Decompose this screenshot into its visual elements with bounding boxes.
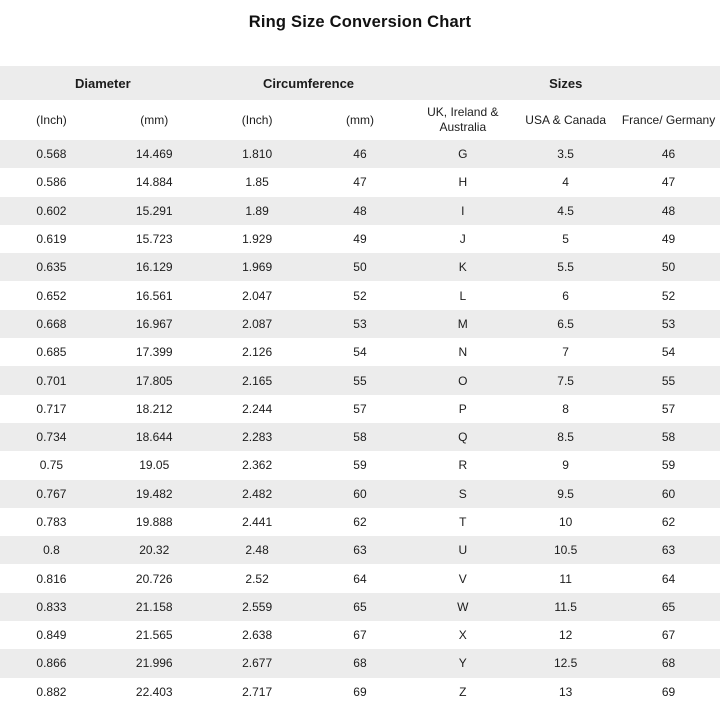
cell: 54	[661, 345, 676, 360]
cell: Q	[458, 430, 468, 445]
cell: 2.087	[242, 316, 273, 331]
cell: 62	[661, 515, 676, 529]
cell: Z	[459, 684, 467, 699]
cell: M	[457, 316, 468, 331]
group-header-row	[0, 66, 720, 100]
cell: 0.882	[36, 684, 67, 699]
table-row	[0, 310, 720, 338]
cell: 55	[353, 373, 367, 388]
cell: 10	[558, 515, 573, 529]
cell: 63	[661, 543, 676, 558]
group-header-sizes: Sizes	[411, 66, 720, 100]
cell: 8	[562, 401, 569, 416]
cell: 17.805	[135, 373, 173, 388]
cell: 16.129	[135, 260, 173, 275]
cell: 2.047	[242, 288, 273, 303]
cell: 19.888	[135, 515, 173, 529]
cell: 64	[353, 571, 367, 586]
cell: 0.586	[36, 175, 67, 190]
cell: 67	[353, 628, 367, 643]
cell: 54	[353, 345, 367, 360]
cell: 9.5	[557, 486, 574, 501]
cell: 48	[353, 203, 367, 218]
cell: Y	[458, 656, 467, 671]
cell: 0.783	[36, 515, 67, 529]
cell: P	[458, 401, 467, 416]
cell: 11	[559, 571, 572, 586]
table-row	[0, 366, 720, 394]
cell: 12	[558, 628, 573, 643]
page-title: Ring Size Conversion Chart	[248, 13, 472, 31]
cell: 0.75	[39, 458, 64, 473]
cell: 69	[353, 684, 367, 699]
cell: 7.5	[557, 373, 574, 388]
cell: U	[458, 543, 468, 558]
cell: 18.644	[135, 430, 173, 445]
cell: 2.362	[242, 458, 273, 473]
cell: 55	[661, 373, 676, 388]
cell: 0.833	[36, 599, 67, 614]
cell: 59	[661, 458, 676, 473]
cell: 0.568	[36, 147, 67, 162]
table-header	[0, 66, 720, 140]
table-row	[0, 678, 720, 706]
cell: 68	[353, 656, 367, 671]
cell: 14.884	[135, 175, 173, 190]
cell: I	[461, 203, 465, 218]
cell: 12.5	[553, 656, 578, 671]
cell: 48	[661, 203, 676, 218]
cell: 11.5	[554, 599, 577, 614]
cell: 2.482	[242, 486, 273, 501]
cell: 0.849	[36, 628, 67, 643]
cell: 46	[353, 147, 367, 162]
table-row	[0, 593, 720, 621]
cell: 2.638	[242, 628, 273, 643]
cell: 50	[353, 260, 367, 275]
cell: 14.469	[135, 147, 173, 162]
cell: 60	[353, 486, 367, 501]
cell: 4.5	[557, 203, 574, 218]
cell: 62	[353, 515, 367, 529]
cell: 0.602	[36, 203, 67, 218]
table-row	[0, 536, 720, 564]
cell: 0.668	[36, 316, 67, 331]
column-header-circumference-mm: (mm)	[309, 100, 412, 140]
cell: 64	[661, 571, 676, 586]
ring-size-conversion-table	[0, 66, 720, 706]
table-row	[0, 225, 720, 253]
cell: 58	[353, 430, 367, 445]
cell: 4	[562, 175, 569, 190]
cell: 2.165	[242, 373, 273, 388]
table-row	[0, 480, 720, 508]
cell: 47	[661, 175, 676, 190]
cell: 60	[661, 486, 676, 501]
cell: 2.52	[245, 571, 269, 586]
cell: 1.969	[242, 260, 273, 275]
cell: 15.723	[135, 232, 173, 247]
table-row	[0, 649, 720, 677]
cell: 3.5	[557, 147, 574, 162]
cell: 0.652	[36, 288, 67, 303]
cell: 53	[661, 316, 676, 331]
cell: 47	[353, 175, 367, 190]
cell: G	[458, 147, 468, 162]
cell: 17.399	[135, 345, 173, 360]
cell: 13	[558, 684, 573, 699]
cell: 0.8	[43, 543, 60, 558]
cell: 65	[661, 599, 676, 614]
cell: 49	[353, 232, 367, 247]
cell: 6	[562, 288, 569, 303]
cell: 59	[353, 458, 367, 473]
cell: 5.5	[557, 260, 574, 275]
table-row	[0, 621, 720, 649]
group-header-circumference: Circumference	[206, 66, 412, 100]
table-row	[0, 253, 720, 281]
cell: 9	[562, 458, 569, 473]
cell: 46	[661, 147, 676, 162]
cell: 7	[562, 345, 569, 360]
cell: 19.482	[135, 486, 173, 501]
cell: R	[458, 458, 468, 473]
cell: 63	[353, 543, 367, 558]
column-header-row	[0, 100, 720, 140]
cell: 0.734	[36, 430, 67, 445]
table-row	[0, 508, 720, 536]
cell: 0.685	[36, 345, 67, 360]
table-row	[0, 281, 720, 309]
column-header-france-germany: France/ Germany	[617, 100, 720, 140]
cell: 49	[661, 232, 676, 247]
cell: H	[458, 175, 468, 190]
cell: 22.403	[135, 684, 173, 699]
table-row	[0, 338, 720, 366]
cell: 2.48	[245, 543, 269, 558]
cell: W	[457, 599, 469, 614]
cell: 1.810	[242, 147, 273, 162]
cell: 0.717	[36, 401, 67, 416]
table-row	[0, 451, 720, 479]
column-header-circumference-inch: (Inch)	[206, 100, 309, 140]
cell: S	[458, 486, 467, 501]
cell: 2.283	[242, 430, 273, 445]
cell: 5	[562, 232, 569, 247]
cell: 0.816	[36, 571, 67, 586]
cell: 65	[353, 599, 367, 614]
cell: 1.85	[245, 175, 269, 190]
table-body	[0, 140, 720, 706]
column-header-uk-ireland-australia: UK, Ireland & Australia	[411, 100, 514, 140]
group-header-diameter: Diameter	[0, 66, 206, 100]
cell: 50	[661, 260, 676, 275]
cell: O	[458, 373, 468, 388]
table-row	[0, 140, 720, 168]
cell: 15.291	[135, 203, 173, 218]
column-header-diameter-inch: (Inch)	[0, 100, 103, 140]
cell: V	[458, 571, 467, 586]
cell: 52	[353, 288, 367, 303]
cell: 6.5	[557, 316, 574, 331]
table-row	[0, 564, 720, 592]
cell: K	[458, 260, 467, 275]
column-header-diameter-mm: (mm)	[103, 100, 206, 140]
cell: 2.244	[242, 401, 273, 416]
cell: 16.561	[135, 288, 173, 303]
table-row	[0, 168, 720, 196]
cell: 8.5	[557, 430, 574, 445]
cell: 52	[661, 288, 676, 303]
cell: N	[458, 345, 468, 360]
cell: 69	[661, 684, 676, 699]
cell: 2.441	[242, 515, 273, 529]
cell: L	[459, 288, 467, 303]
cell: 1.89	[245, 203, 269, 218]
cell: 67	[661, 628, 676, 643]
cell: 68	[661, 656, 676, 671]
cell: 16.967	[135, 316, 173, 331]
cell: J	[459, 232, 466, 247]
cell: 20.32	[139, 543, 170, 558]
cell: 19.05	[139, 458, 170, 473]
cell: 0.619	[36, 232, 67, 247]
table-row	[0, 423, 720, 451]
cell: 0.701	[36, 373, 67, 388]
cell: 2.717	[242, 684, 273, 699]
cell: 2.126	[242, 345, 273, 360]
cell: X	[458, 628, 467, 643]
cell: 20.726	[135, 571, 173, 586]
cell: 1.929	[242, 232, 273, 247]
cell: 18.212	[135, 401, 173, 416]
cell: 57	[661, 401, 676, 416]
cell: 58	[661, 430, 676, 445]
cell: 0.635	[36, 260, 67, 275]
cell: T	[459, 515, 467, 529]
table-row	[0, 197, 720, 225]
cell: 21.158	[135, 599, 173, 614]
cell: 0.866	[36, 656, 67, 671]
table-row	[0, 395, 720, 423]
column-header-usa-canada: USA & Canada	[514, 100, 617, 140]
cell: 21.565	[135, 628, 173, 643]
cell: 53	[353, 316, 367, 331]
cell: 10.5	[553, 543, 578, 558]
cell: 0.767	[36, 486, 67, 501]
cell: 2.559	[242, 599, 273, 614]
cell: 57	[353, 401, 367, 416]
cell: 21.996	[135, 656, 173, 671]
cell: 2.677	[242, 656, 273, 671]
